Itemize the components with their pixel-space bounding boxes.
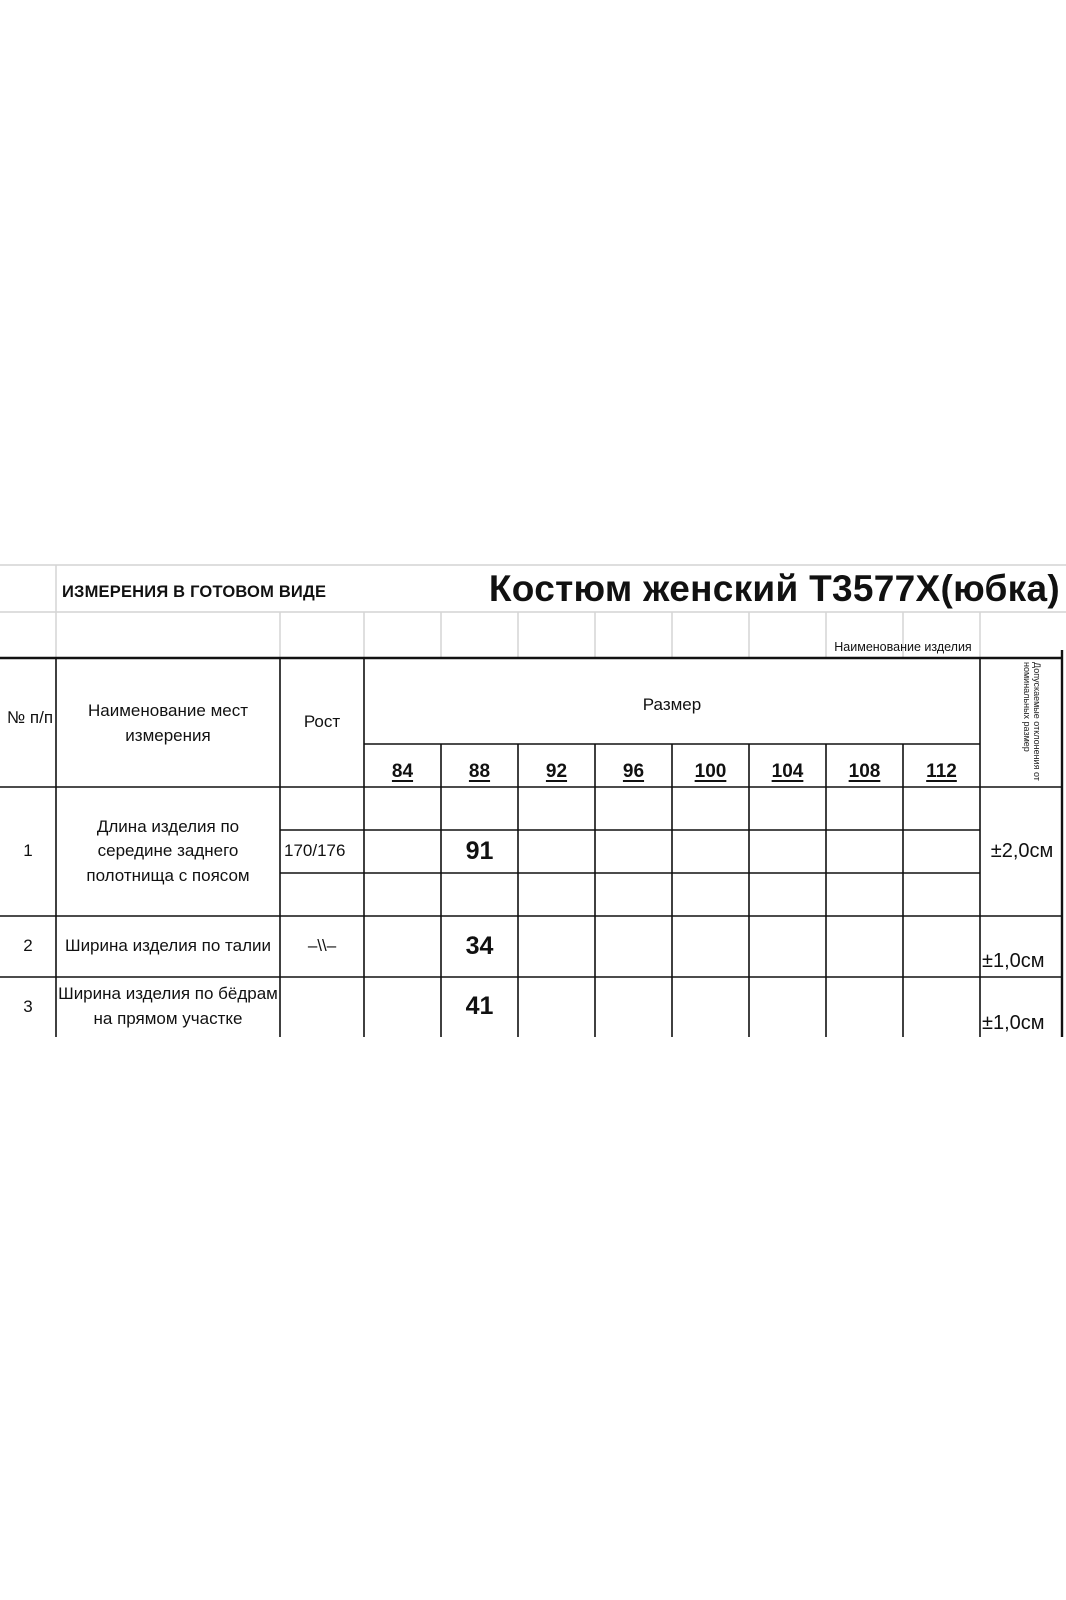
row-height: –\\– [307, 936, 337, 956]
row-number: 2 [23, 936, 33, 956]
size-label: 88 [468, 761, 491, 783]
row-value-size-88: 41 [465, 991, 494, 1020]
size-label: 108 [848, 761, 881, 783]
size-label: 112 [926, 761, 957, 783]
size-label: 100 [694, 761, 727, 783]
size-label: 96 [622, 761, 645, 783]
row-value-size-88: 91 [465, 837, 494, 866]
measurements-heading: ИЗМЕРЕНИЯ В ГОТОВОМ ВИДЕ [62, 583, 327, 602]
row-measure-place: Ширина изделия по бёдрам на прямом участке [58, 984, 278, 1028]
row-measure-place: Ширина изделия по талии [64, 936, 271, 956]
column-header-measure-place: Наименование мест измерения [88, 701, 248, 745]
row-tolerance: ±1,0см [982, 1011, 1045, 1034]
row-value-size-88: 34 [465, 932, 494, 961]
row-height: 170/176 [284, 841, 346, 861]
row-tolerance: ±2,0см [990, 840, 1054, 862]
size-label: 92 [545, 761, 568, 783]
column-header-number: № п/п [6, 707, 54, 727]
product-name-label: Наименование изделия [834, 639, 972, 654]
row-number: 1 [23, 841, 33, 861]
product-title: Костюм женский Т3577Х(юбка) [488, 568, 1060, 610]
row-number: 3 [23, 996, 33, 1016]
row-tolerance: ±1,0см [982, 949, 1045, 972]
row-height [280, 977, 364, 1037]
column-header-height: Рост [303, 711, 341, 731]
size-label: 84 [391, 761, 414, 783]
column-header-tolerance: Допускаемые отклонения от номинальных размер [1021, 662, 1042, 781]
row-measure-place: Длина изделия по середине заднего полотнища с поясом [86, 816, 250, 885]
size-label: 104 [771, 761, 804, 783]
column-header-size: Размер [642, 694, 702, 714]
